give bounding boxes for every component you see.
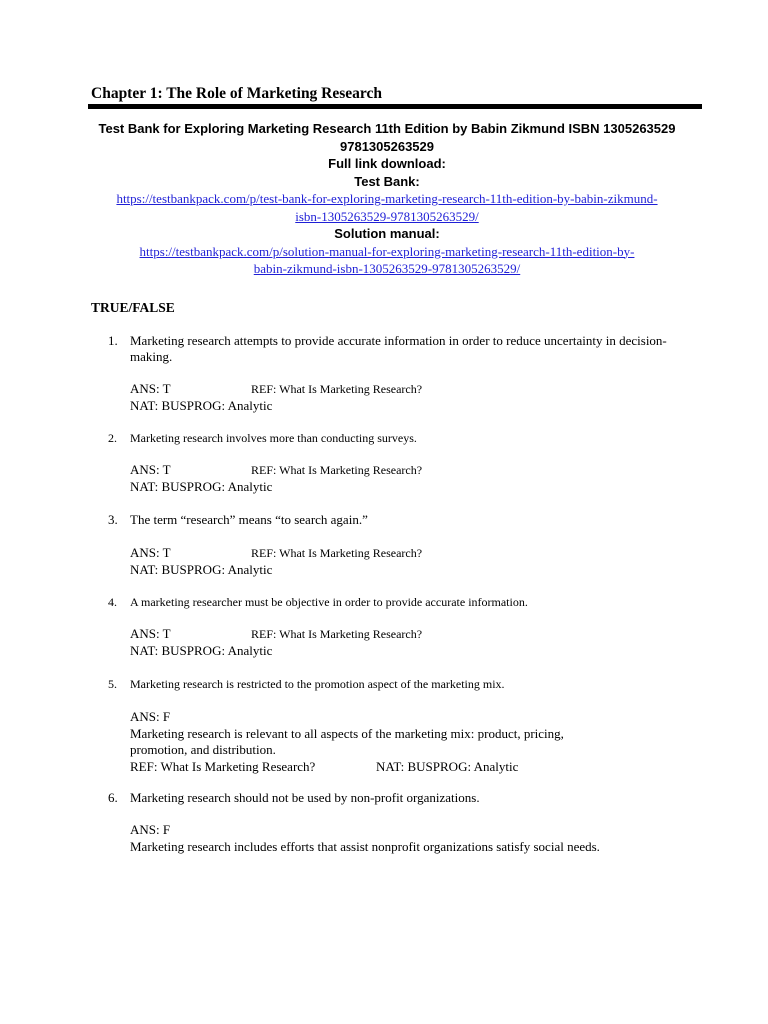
title-rule bbox=[88, 104, 702, 109]
document-header bbox=[88, 120, 686, 278]
nat-tag: NAT: BUSPROG: Analytic bbox=[130, 561, 273, 577]
answer-value: ANS: F bbox=[130, 822, 171, 837]
answer-value: ANS: T bbox=[130, 545, 171, 560]
question-number: 4. bbox=[108, 595, 117, 609]
answer-block bbox=[130, 709, 670, 775]
question-number: 5. bbox=[108, 677, 117, 691]
question-text: A marketing researcher must be objective in order to provide accurate information. bbox=[130, 595, 528, 609]
reference: REF: What Is Marketing Research? bbox=[251, 382, 423, 396]
test-bank-label: Test Bank: bbox=[354, 173, 420, 189]
answer-explanation: Marketing research includes efforts that assist nonprofit organizations satisfy social needs. bbox=[130, 838, 600, 854]
question-item bbox=[108, 676, 668, 692]
nat-tag: NAT: BUSPROG: Analytic bbox=[376, 758, 519, 774]
answer-value: ANS: F bbox=[130, 709, 171, 724]
header-title-line2: 9781305263529 bbox=[340, 138, 434, 154]
answer-value: ANS: T bbox=[130, 381, 171, 396]
reference: REF: What Is Marketing Research? bbox=[251, 463, 423, 477]
solution-url-line1[interactable]: https://testbankpack.com/p/solution-manual-for-exploring-marketing-research-11th-edition-by- bbox=[139, 243, 635, 259]
chapter-title: Chapter 1: The Role of Marketing Research bbox=[91, 85, 383, 102]
solution-manual-label: Solution manual: bbox=[334, 226, 440, 241]
question-number: 3. bbox=[108, 512, 118, 527]
reference: REF: What Is Marketing Research? bbox=[251, 546, 423, 560]
answer-block bbox=[130, 626, 670, 659]
question-text: Marketing research attempts to provide accurate information in order to reduce uncertainty in decision-making. bbox=[130, 333, 667, 364]
question-text: Marketing research involves more than conducting surveys. bbox=[130, 431, 417, 445]
reference: REF: What Is Marketing Research? bbox=[251, 627, 423, 641]
nat-tag: NAT: BUSPROG: Analytic bbox=[130, 478, 273, 494]
answer-block bbox=[130, 545, 670, 578]
answer-explanation: Marketing research is relevant to all aspects of the marketing mix: product, pricing, promotion, and distribution. bbox=[130, 725, 564, 757]
header-title-line1: Test Bank for Exploring Marketing Research 11th Edition by Babin Zikmund ISBN 1305263529 bbox=[98, 121, 676, 136]
question-item bbox=[108, 594, 668, 610]
nat-tag: NAT: BUSPROG: Analytic bbox=[130, 642, 273, 658]
test-bank-url-line1[interactable]: https://testbankpack.com/p/test-bank-for-exploring-marketing-research-11th-edition-by-babin-zikmund- bbox=[116, 191, 658, 206]
question-item bbox=[108, 512, 668, 528]
question-number: 2. bbox=[108, 431, 117, 445]
solution-url-line2[interactable]: babin-zikmund-isbn-1305263529-9781305263529/ bbox=[253, 261, 521, 276]
question-number: 1. bbox=[108, 333, 118, 348]
question-item bbox=[108, 430, 668, 446]
nat-tag: NAT: BUSPROG: Analytic bbox=[130, 397, 273, 413]
question-item bbox=[108, 333, 668, 365]
reference: REF: What Is Marketing Research? bbox=[130, 758, 316, 774]
question-text: The term “research” means “to search again.” bbox=[130, 512, 368, 527]
question-item bbox=[108, 790, 668, 806]
question-number: 6. bbox=[108, 790, 118, 805]
answer-value: ANS: T bbox=[130, 626, 171, 641]
answer-block bbox=[130, 462, 670, 495]
test-bank-link[interactable] bbox=[88, 190, 686, 225]
full-link-label: Full link download: bbox=[328, 156, 446, 171]
test-bank-url-line2[interactable]: isbn-1305263529-9781305263529/ bbox=[295, 208, 479, 224]
answer-block bbox=[130, 381, 670, 414]
section-heading: TRUE/FALSE bbox=[91, 300, 175, 315]
solution-manual-link[interactable] bbox=[88, 243, 686, 278]
question-text: Marketing research is restricted to the promotion aspect of the marketing mix. bbox=[130, 677, 505, 691]
question-text: Marketing research should not be used by non-profit organizations. bbox=[130, 790, 480, 805]
answer-value: ANS: T bbox=[130, 462, 171, 477]
answer-block bbox=[130, 822, 670, 855]
